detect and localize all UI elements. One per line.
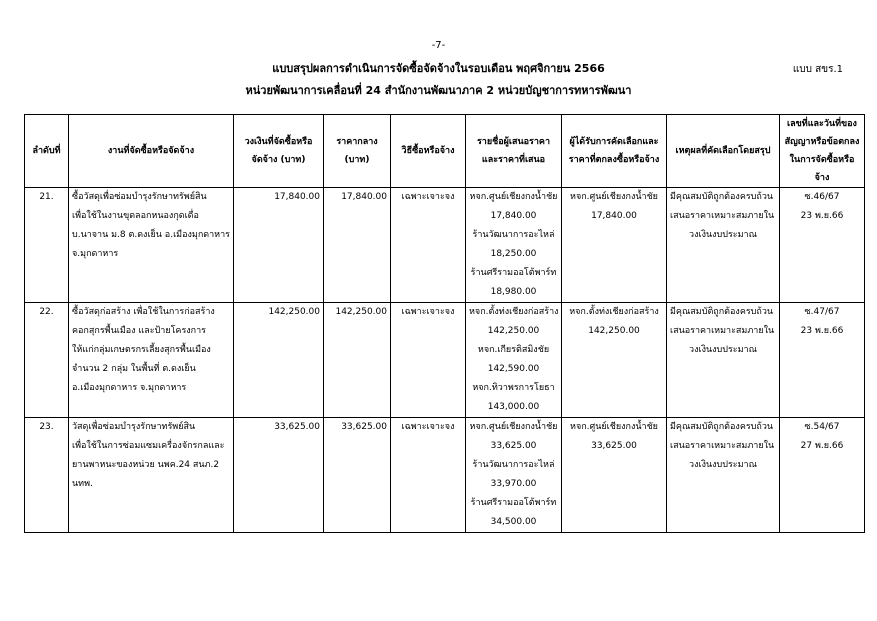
procurement-table — [24, 114, 865, 533]
report-title: แบบสรุปผลการดำเนินการจัดซื้อจัดจ้างในรอบเดือน พฤศจิกายน 2566 — [272, 62, 605, 75]
cell-no: 21. — [25, 188, 69, 303]
cell-method: เฉพาะเจาะจง — [391, 303, 466, 418]
header-reason: เหตุผลที่คัดเลือกโดยสรุป — [667, 115, 780, 188]
cell-method: เฉพาะเจาะจง — [391, 418, 466, 533]
cell-bidders: หจก.ตั้งท่งเชียงก่อสร้าง 142,250.00 หจก.เกียรติสมิงชัย 142,590.00 หจก.ทิวาพรการโยธา 143,000.00 — [466, 303, 562, 418]
table-header-row — [25, 115, 865, 188]
cell-winner: หจก.ศูนย์เชียงกงน้ำชัย 33,625.00 — [562, 418, 667, 533]
header-contract: เลขที่และวันที่ของ สัญญาหรือข้อตกลง ในการจัดซื้อหรือจ้าง — [780, 115, 865, 188]
cell-winner: หจก.ตั้งท่งเชียงก่อสร้าง 142,250.00 — [562, 303, 667, 418]
cell-median-price: 142,250.00 — [324, 303, 391, 418]
form-code: แบบ สขร.1 — [792, 64, 843, 75]
cell-reason: มีคุณสมบัติถูกต้องครบถ้วน เสนอราคาเหมาะสมภายใน วงเงินงบประมาณ — [667, 303, 780, 418]
table-row — [25, 418, 865, 533]
cell-bidders: หจก.ศูนย์เชียงกงน้ำชัย 33,625.00 ร้านวัฒนาการอะไหล่ 33,970.00 ร้านศรีรามออโต้พาร์ท 34,500.00 — [466, 418, 562, 533]
header-no: ลำดับที่ — [25, 115, 69, 188]
cell-median-price: 17,840.00 — [324, 188, 391, 303]
cell-no: 22. — [25, 303, 69, 418]
cell-budget: 17,840.00 — [234, 188, 324, 303]
cell-item: ซื้อวัสดุก่อสร้าง เพื่อใช้ในการก่อสร้าง คอกสุกรพื้นเมือง และป้ายโครงการ ให้แก่กลุ่มเกษตรกรเลี้ยงสุกรพื้นเมือง จำนวน 2 กลุ่ม ในพื้นที่ ต.ดงเย็น อ.เมืองมุกดาหาร จ.มุกดาหาร — [69, 303, 234, 418]
cell-median-price: 33,625.00 — [324, 418, 391, 533]
cell-budget: 33,625.00 — [234, 418, 324, 533]
report-subtitle: หน่วยพัฒนาการเคลื่อนที่ 24 สำนักงานพัฒนาภาค 2 หน่วยบัญชาการทหารพัฒนา — [245, 84, 632, 97]
header-bidders: รายชื่อผู้เสนอราคา และราคาที่เสนอ — [466, 115, 562, 188]
cell-winner: หจก.ศูนย์เชียงกงน้ำชัย 17,840.00 — [562, 188, 667, 303]
cell-item: วัสดุเพื่อซ่อมบำรุงรักษาทรัพย์สิน เพื่อใช้ในการซ่อมแซมเครื่องจักรกลและ ยานพาหนะของหน่วย นพค.24 สนภ.2 นทพ. — [69, 418, 234, 533]
cell-bidders: หจก.ศูนย์เชียงกงน้ำชัย 17,840.00 ร้านวัฒนาการอะไหล่ 18,250.00 ร้านศรีรามออโต้พาร์ท 18,980.00 — [466, 188, 562, 303]
cell-no: 23. — [25, 418, 69, 533]
cell-contract: ซ.47/67 23 พ.ย.66 — [780, 303, 865, 418]
header-item: งานที่จัดซื้อหรือจัดจ้าง — [69, 115, 234, 188]
table-row — [25, 188, 865, 303]
header-method: วิธีซื้อหรือจ้าง — [391, 115, 466, 188]
header-budget: วงเงินที่จัดซื้อหรือ จัดจ้าง (บาท) — [234, 115, 324, 188]
cell-contract: ซ.46/67 23 พ.ย.66 — [780, 188, 865, 303]
table-row — [25, 303, 865, 418]
cell-reason: มีคุณสมบัติถูกต้องครบถ้วน เสนอราคาเหมาะสมภายใน วงเงินงบประมาณ — [667, 418, 780, 533]
cell-contract: ซ.54/67 27 พ.ย.66 — [780, 418, 865, 533]
page-number: -7- — [431, 40, 446, 51]
cell-item: ซื้อวัสดุเพื่อซ่อมบำรุงรักษาทรัพย์สิน เพื่อใช้ในงานขุดลอกหนองกุดเดื่อ บ.นาจาน ม.8 ต.ดงเย็น อ.เมืองมุกดาหาร จ.มุกดาหาร — [69, 188, 234, 303]
cell-reason: มีคุณสมบัติถูกต้องครบถ้วน เสนอราคาเหมาะสมภายใน วงเงินงบประมาณ — [667, 188, 780, 303]
cell-method: เฉพาะเจาะจง — [391, 188, 466, 303]
header-winner: ผู้ได้รับการคัดเลือกและ ราคาที่ตกลงซื้อหรือจ้าง — [562, 115, 667, 188]
header-median-price: ราคากลาง (บาท) — [324, 115, 391, 188]
cell-budget: 142,250.00 — [234, 303, 324, 418]
